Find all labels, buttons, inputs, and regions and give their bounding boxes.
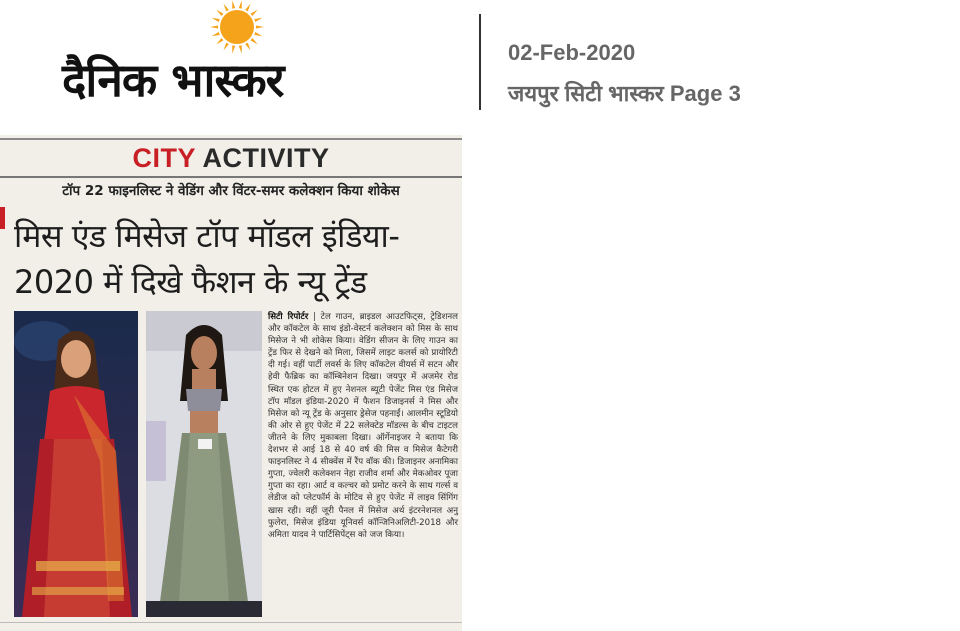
sun-ray — [251, 10, 258, 16]
gown-model-photo — [146, 311, 262, 617]
sun-ray — [212, 32, 220, 36]
newspaper-logo — [62, 0, 412, 125]
sun-ray — [210, 25, 218, 28]
sun-ray — [254, 18, 262, 22]
section-title-activity: ACTIVITY — [202, 143, 330, 173]
sun-ray — [212, 18, 220, 22]
section-rule — [0, 176, 462, 178]
section-title — [0, 143, 462, 174]
sun-ray — [224, 4, 229, 12]
sun-ray — [216, 38, 223, 44]
headline-line-2: 2020 में दिखे फैशन के न्यू ट्रेंड — [14, 263, 367, 301]
sun-icon — [202, 0, 272, 56]
logo-text: दैनिक भास्कर — [62, 53, 284, 107]
sun-ray — [216, 10, 223, 16]
sun-ray — [254, 32, 262, 36]
header-divider — [479, 14, 481, 110]
article-body — [268, 311, 458, 541]
edition-page: जयपुर सिटी भास्कर Page 3 — [508, 81, 741, 106]
top-rule — [0, 138, 462, 140]
bridal-model-photo — [14, 311, 138, 617]
sun-ray — [232, 0, 235, 8]
sun-ray — [256, 25, 264, 28]
kicker-headline: टॉप 22 फाइनलिस्ट ने वेडिंग और विंटर-समर कलेक्शन किया शोकेस — [62, 183, 400, 199]
article-body-text: | टेल गाउन, ब्राइडल आउटफिट्स, ट्रेडिशनल और कॉकटेल के साथ इंडो-वेस्टर्न कलेक्शन को मिस के साथ मिसेज ने भी शोकेस किया। वेडिंग सीजन के लिए गाउन का ट्रेंड फिर से देखने को मिला, जिसमें लाइट कलर्स को प्रायोरिटी दी गई। वहीं पार्टी लवर्स के लिए कॉकटेल वीयर्स में सटन और हेवी फैब्रिक का कॉम्बिनेशन दिखा। जयपुर में अजमेर रोड स्थित एक होटल में हुए नेशनल ब्यूटी पेजेंट मिस एंड मिसेज टॉप मॉडल इंडिया-2020 में फैशन डिजाइनर्स ने मिस और मिसेज को न्यू ट्रेंड के अनुसार ड्रेसेज पहनाईं। आलमीन स्टूडियो की ओर से हुए पेजेंट में 22 सलेक्टेड मॉडल्स के बीच टाइटल जीतने के लिए मुकाबला दिखा। ऑर्गेनाइजर ने बताया कि देशभर से आई 18 से 40 वर्ष की मिस व मिसेज कैटेगरी फाइनलिस्ट ने 4 सीक्वेंस में रैंप वॉक की। डिजाइनर अनामिका गुप्ता, ज्वेलरी कलेक्शन नेहा राजीव शर्मा और मेकओवर पूजा गुप्ता का रहा। आर्ट व कल्चर को प्रमोट करने के साथ गर्ल्स व लेडीज को प्लेटफॉर्म के मोटिव से हुए पेजेंट में लाइव सिंगिंग खास रही। वहीं जूरी पैनल में मिसेज अर्थ इंटरनेशनल अनु फुलेरा, मिसेज इंडिया यूनिवर्स कॉन्जिनिअलिटी-2018 और अमिता यादव ने पार्टिसिपेंट्स को जज किया। — [268, 312, 459, 540]
bottom-rule — [0, 622, 462, 623]
headline-accent-bar — [0, 207, 5, 229]
publication-date: 02-Feb-2020 — [508, 40, 636, 65]
newspaper-clipping — [0, 135, 462, 631]
headline-line-1: मिस एंड मिसेज टॉप मॉडल इंडिया- — [14, 217, 400, 255]
byline: सिटी रिपोर्टर — [268, 312, 309, 322]
sun-ray — [245, 4, 250, 12]
sun-ray — [239, 0, 242, 8]
section-title-city: CITY — [132, 143, 196, 173]
masthead — [0, 0, 960, 135]
sun-ray — [251, 38, 258, 44]
